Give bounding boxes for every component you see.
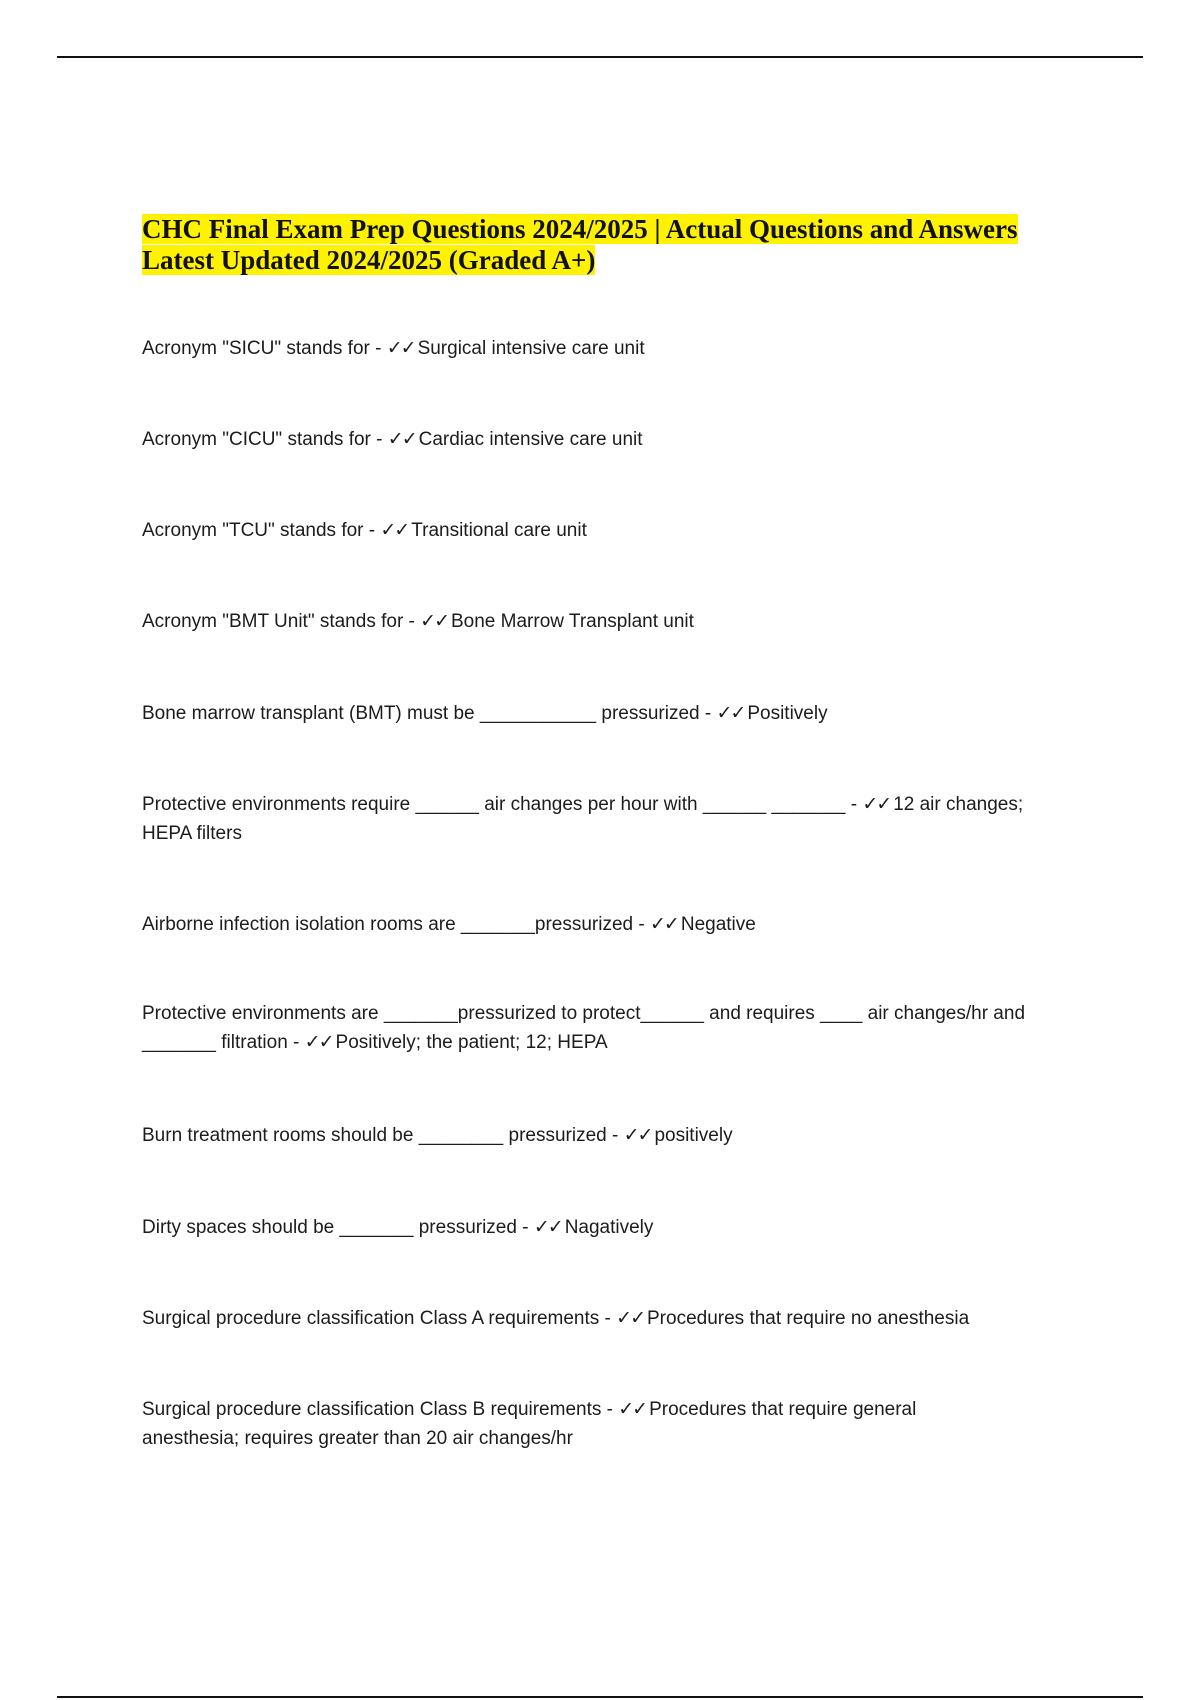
answer-text: Negative <box>680 914 756 935</box>
question-text: Acronym "SICU" stands for - <box>142 338 387 359</box>
answer-text: Procedures that require no anesthesia <box>647 1308 970 1329</box>
answer-text: Positively <box>747 703 828 724</box>
header-rule <box>57 56 1143 58</box>
check-mark-icon: ✓✓ <box>420 610 448 632</box>
qa-item-10 <box>142 1213 1042 1242</box>
footer-rule <box>57 1696 1143 1698</box>
check-mark-icon: ✓✓ <box>618 1398 647 1420</box>
qa-item-2 <box>142 425 1042 454</box>
check-mark-icon: ✓✓ <box>650 913 678 935</box>
check-mark-icon: ✓✓ <box>386 337 415 359</box>
question-text: Airborne infection isolation rooms are _______pressurized - <box>142 914 650 935</box>
question-text: Dirty spaces should be _______ pressurized - <box>142 1217 534 1238</box>
question-text: Surgical procedure classification Class B requirements - <box>142 1399 619 1420</box>
answer-text: 12 air changes; HEPA filters <box>142 794 1024 844</box>
check-mark-icon: ✓✓ <box>380 519 409 541</box>
qa-item-7 <box>142 910 1042 939</box>
answer-text: Surgical intensive care unit <box>417 338 645 359</box>
qa-item-9 <box>142 1121 1042 1150</box>
check-mark-icon: ✓✓ <box>716 702 745 724</box>
answer-text: Transitional care unit <box>411 520 587 541</box>
question-text: Surgical procedure classification Class A requirements - <box>142 1308 617 1329</box>
question-text: Protective environments require ______ air changes per hour with ______ _______ - <box>142 794 863 815</box>
qa-item-6 <box>142 790 1042 848</box>
answer-text: Cardiac intensive care unit <box>418 429 643 450</box>
document-title-highlight: CHC Final Exam Prep Questions 2024/2025 | Actual Questions and Answers Latest Updated 2024/2025 (Graded A+) <box>142 214 1018 275</box>
check-mark-icon: ✓✓ <box>304 1031 333 1053</box>
qa-item-11 <box>142 1304 1042 1333</box>
qa-item-4 <box>142 607 1042 636</box>
check-mark-icon: ✓✓ <box>623 1124 652 1146</box>
question-text: Burn treatment rooms should be ________ pressurized - <box>142 1125 624 1146</box>
qa-item-5 <box>142 699 1042 728</box>
question-text: Acronym "TCU" stands for - <box>142 520 381 541</box>
qa-item-12 <box>142 1395 962 1453</box>
question-text: Acronym "CICU" stands for - <box>142 429 388 450</box>
check-mark-icon: ✓✓ <box>862 793 891 815</box>
document-title <box>142 214 1062 276</box>
question-text: Acronym "BMT Unit" stands for - <box>142 611 421 632</box>
answer-text: Nagatively <box>564 1217 654 1238</box>
question-text: Protective environments are _______pressurized to protect______ and requires ____ air changes/hr and _______ filtration - <box>142 1003 1026 1053</box>
answer-text: positively <box>654 1125 733 1146</box>
question-text: Bone marrow transplant (BMT) must be ___________ pressurized - <box>142 703 717 724</box>
check-mark-icon: ✓✓ <box>616 1307 644 1329</box>
answer-text: Procedures that require general anesthesia; requires greater than 20 air changes/hr <box>142 1399 917 1449</box>
qa-item-1 <box>142 334 1042 363</box>
qa-item-3 <box>142 516 1042 545</box>
check-mark-icon: ✓✓ <box>387 428 416 450</box>
check-mark-icon: ✓✓ <box>533 1216 562 1238</box>
answer-text: Positively; the patient; 12; HEPA <box>335 1032 608 1053</box>
answer-text: Bone Marrow Transplant unit <box>451 611 694 632</box>
qa-item-8 <box>142 999 1042 1057</box>
